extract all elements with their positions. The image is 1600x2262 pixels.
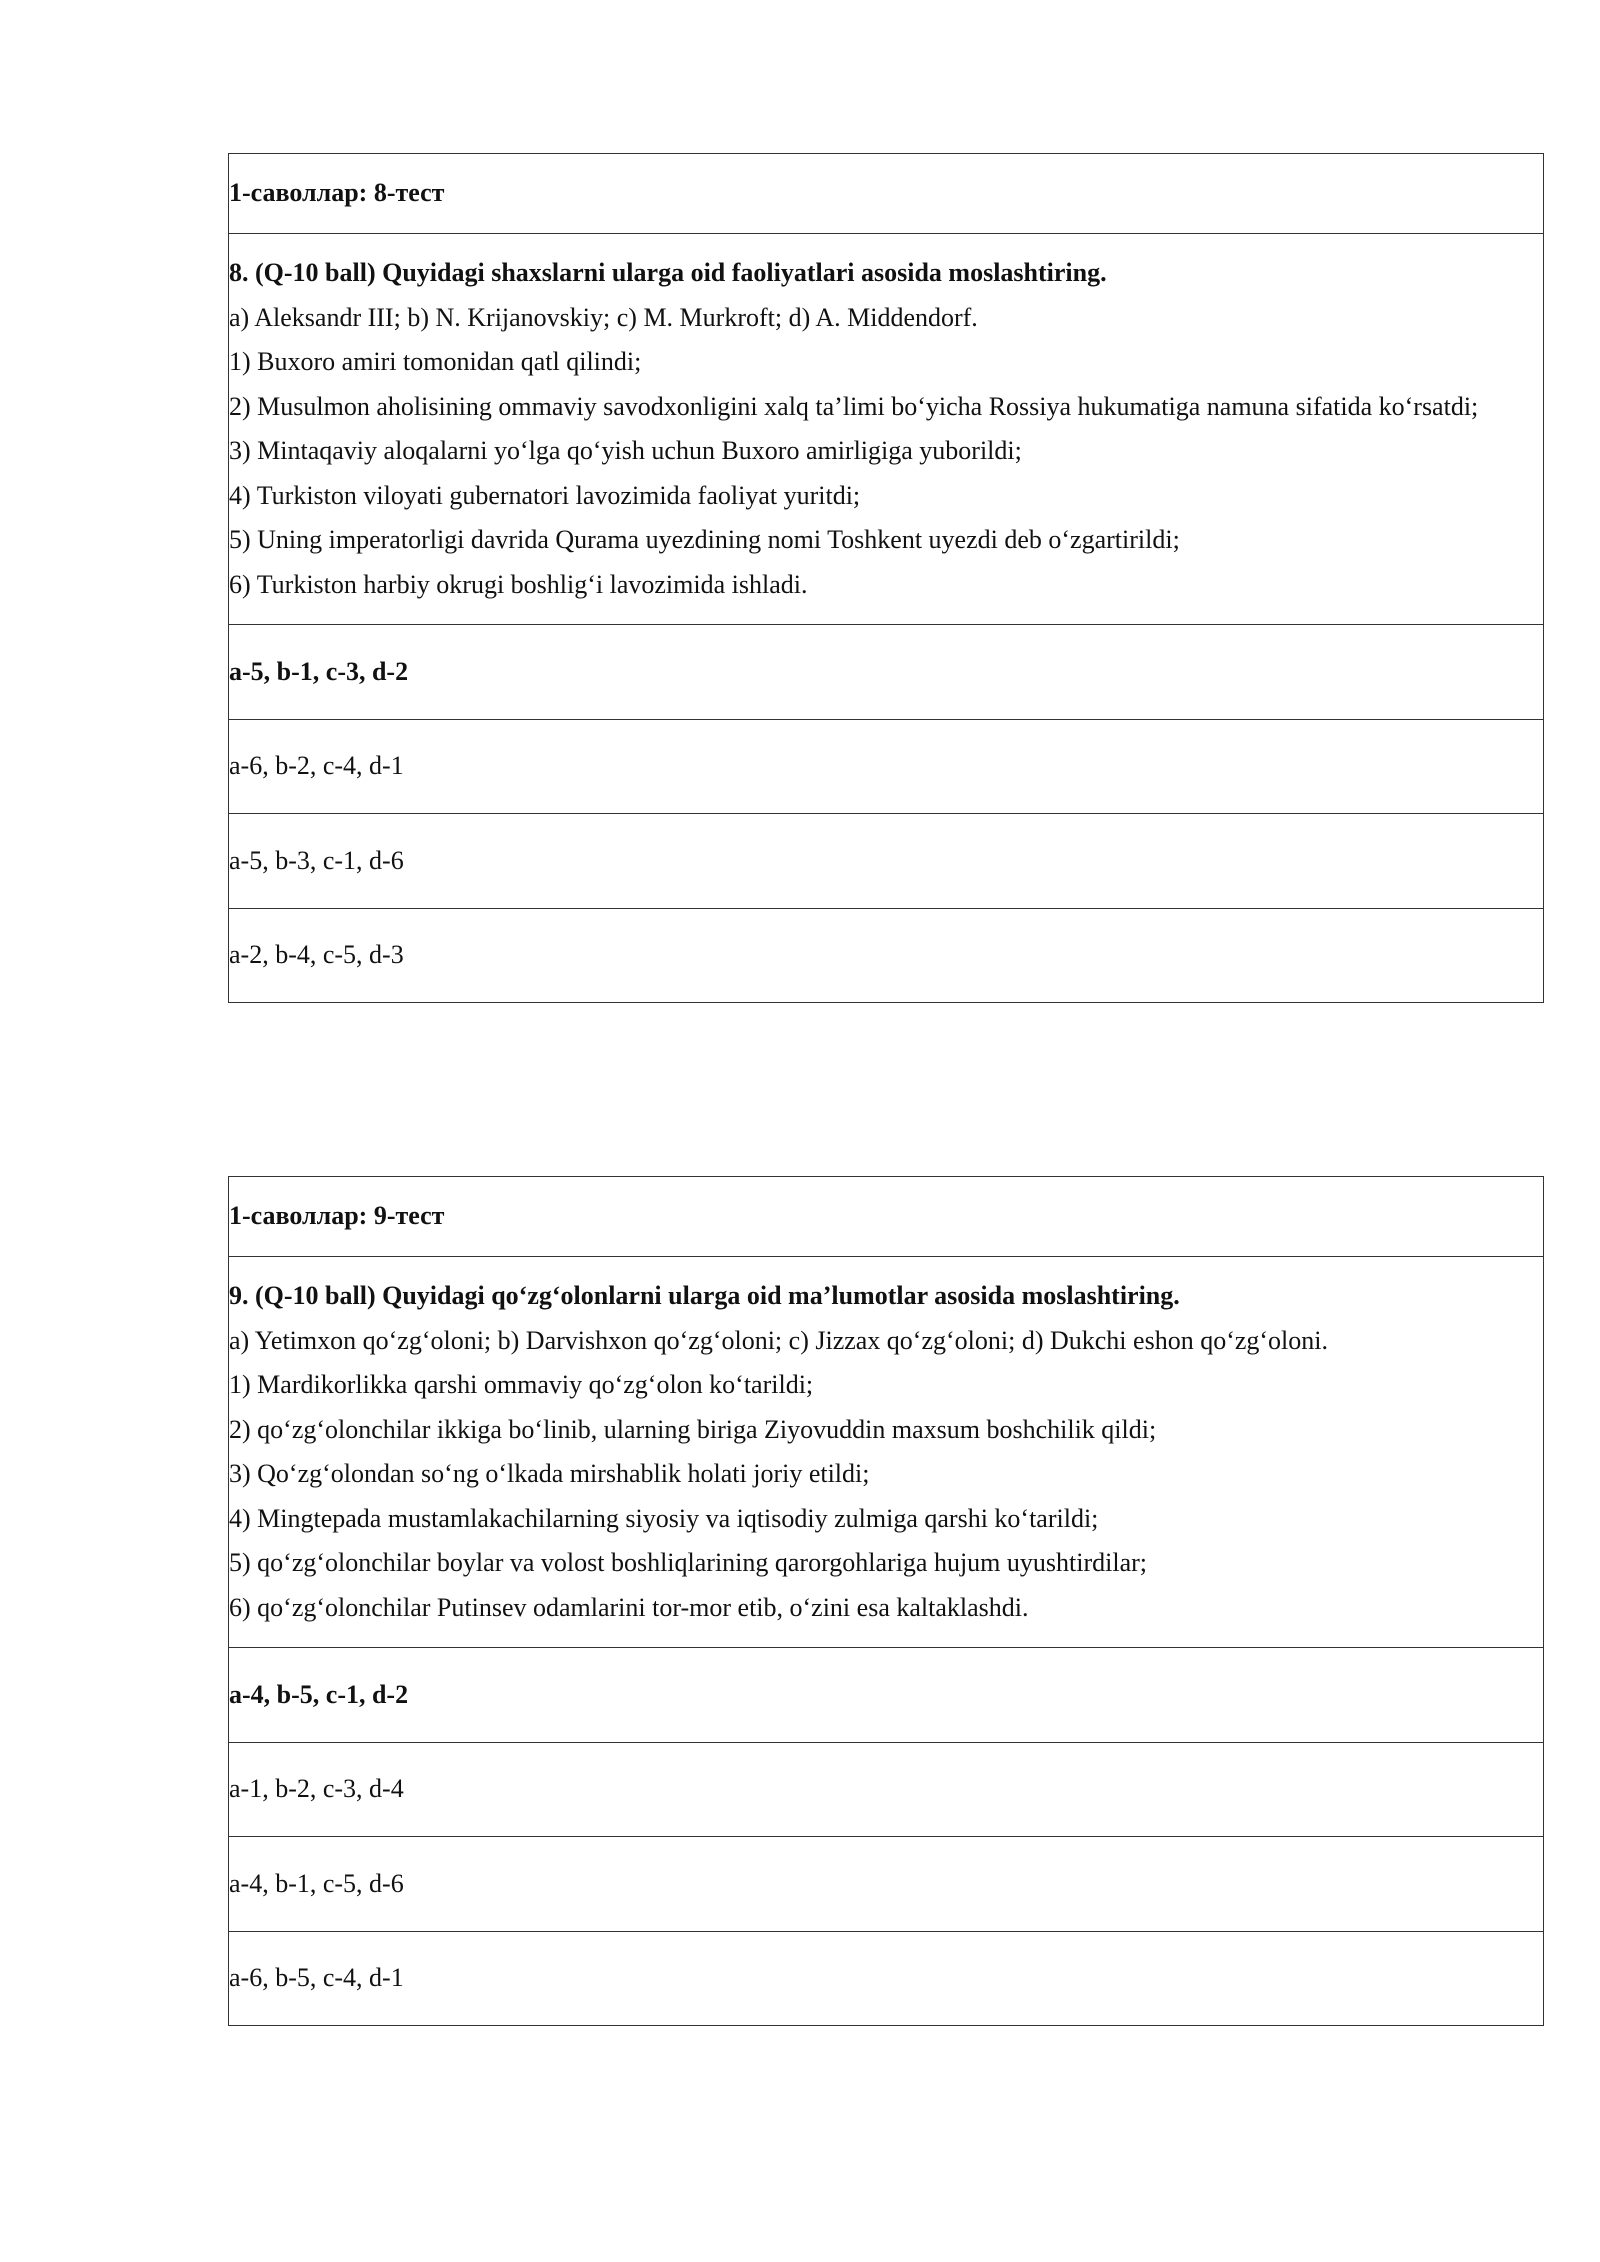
question-title: 9. (Q-10 ball) Quyidagi qo‘zg‘olonlarni ularga oid ma’lumotlar asosida moslashtiring. <box>229 1281 1180 1310</box>
answer-option-correct[interactable]: a-4, b-5, c-1, d-2 <box>229 1647 1543 1742</box>
question-title: 8. (Q-10 ball) Quyidagi shaxslarni ularga oid faoliyatlari asosida moslashtiring. <box>229 258 1107 287</box>
question-line: 4) Mingtepada mustamlakachilarning siyosiy va iqtisodiy zulmiga qarshi ko‘tarildi; <box>229 1503 1099 1533</box>
question-8-table <box>228 153 1544 1003</box>
question-line: 6) qo‘zg‘olonchilar Putinsev odamlarini tor-mor etib, o‘zini esa kaltaklashdi. <box>229 1592 1029 1622</box>
answer-option[interactable]: a-4, b-1, c-5, d-6 <box>229 1836 1543 1931</box>
answer-option[interactable]: a-6, b-5, c-4, d-1 <box>229 1931 1543 2026</box>
question-line: 2) Musulmon aholisining ommaviy savodxonligini xalq ta’limi bo‘yicha Rossiya hukumatiga namuna sifatida ko‘rsatdi; <box>229 391 1479 421</box>
question-line: 6) Turkiston harbiy okrugi boshlig‘i lavozimida ishladi. <box>229 569 808 599</box>
question-body <box>229 233 1543 624</box>
answer-option[interactable]: a-2, b-4, c-5, d-3 <box>229 908 1543 1003</box>
question-9-table <box>228 1176 1544 2026</box>
question-line: 2) qo‘zg‘olonchilar ikkiga bo‘linib, ularning biriga Ziyovuddin maxsum boshchilik qildi; <box>229 1414 1157 1444</box>
question-line: 5) qo‘zg‘olonchilar boylar va volost boshliqlarining qarorgohlariga hujum uyushtirdilar; <box>229 1548 1147 1577</box>
answer-option[interactable]: a-5, b-3, c-1, d-6 <box>229 813 1543 908</box>
question-header: 1-саволлар: 8-тест <box>229 178 445 208</box>
answer-option-correct[interactable]: a-5, b-1, c-3, d-2 <box>229 624 1543 719</box>
question-header: 1-саволлар: 9-тест <box>229 1201 445 1231</box>
question-line: 3) Qo‘zg‘olondan so‘ng o‘lkada mirshablik holati joriy etildi; <box>229 1459 870 1488</box>
question-line: 1) Mardikorlikka qarshi ommaviy qo‘zg‘olon ko‘tarildi; <box>229 1370 814 1399</box>
question-line: 1) Buxoro amiri tomonidan qatl qilindi; <box>229 347 642 376</box>
question-line: 4) Turkiston viloyati gubernatori lavozimida faoliyat yuritdi; <box>229 480 861 510</box>
question-line: a) Aleksandr III; b) N. Krijanovskiy; c) M. Murkroft; d) A. Middendorf. <box>229 302 978 332</box>
answer-option[interactable]: a-1, b-2, c-3, d-4 <box>229 1742 1543 1837</box>
answer-option[interactable]: a-6, b-2, c-4, d-1 <box>229 719 1543 814</box>
question-line: a) Yetimxon qo‘zg‘oloni; b) Darvishxon qo‘zg‘oloni; c) Jizzax qo‘zg‘oloni; d) Dukchi eshon qo‘zg‘oloni. <box>229 1325 1328 1355</box>
question-line: 3) Mintaqaviy aloqalarni yo‘lga qo‘yish uchun Buxoro amirligiga yuborildi; <box>229 436 1022 465</box>
question-body <box>229 1256 1543 1647</box>
question-line: 5) Uning imperatorligi davrida Qurama uyezdining nomi Toshkent uyezdi deb o‘zgartirildi; <box>229 525 1180 554</box>
